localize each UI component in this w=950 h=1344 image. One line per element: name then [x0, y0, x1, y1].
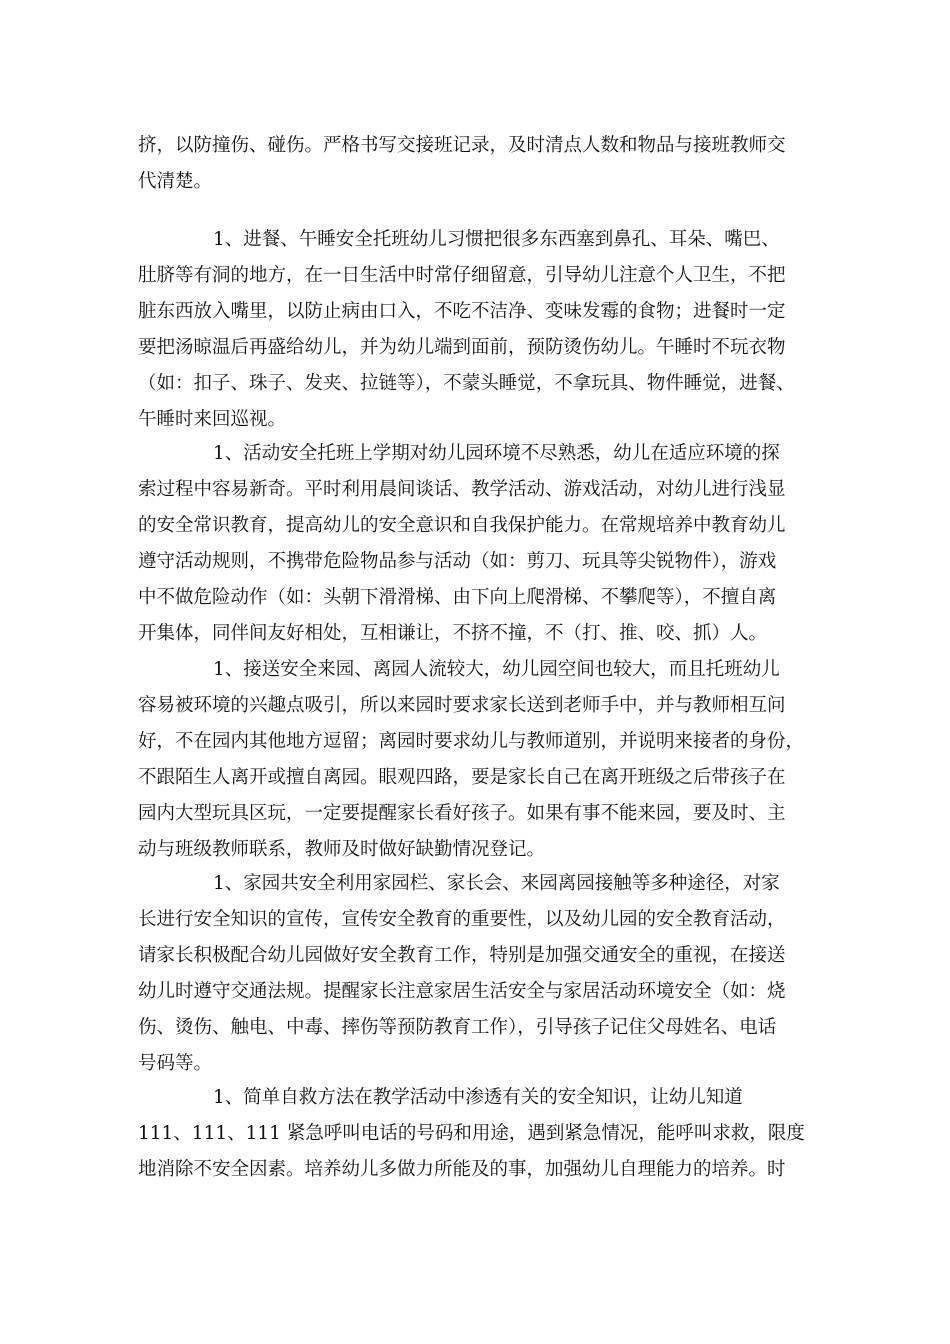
text-line: 好，不在园内其他地方逗留；离园时要求幼儿与教师道别，并说明来接者的身份，	[138, 731, 805, 752]
text-line: 肚脐等有洞的地方，在一日生活中时常仔细留意，引导幼儿注意个人卫生，不把	[138, 265, 786, 286]
text-line: 开集体，同伴间友好相处，互相谦让，不挤不撞，不（打、推、咬、抓）人。	[138, 623, 768, 644]
text-line: 中不做危险动作（如：头朝下滑滑梯、由下向上爬滑梯、不攀爬等），不擅自离	[138, 587, 777, 608]
text-line: 1、简单自救方法在教学活动中渗透有关的安全知识，让幼儿知道	[213, 1087, 743, 1108]
text-line: 1、进餐、午睡安全托班幼儿习惯把很多东西塞到鼻孔、耳朵、嘴巴、	[213, 229, 780, 250]
text-line: 地消除不安全因素。培养幼儿多做力所能及的事，加强幼儿自理能力的培养。时	[138, 1159, 786, 1180]
text-line: 不跟陌生人离开或擅自离园。眼观四路，要是家长自己在离开班级之后带孩子在	[138, 767, 786, 788]
text-line: 长进行安全知识的宣传，宣传安全教育的重要性，以及幼儿园的安全教育活动，	[138, 909, 786, 930]
paragraph-pickup-safety	[138, 652, 828, 868]
text-line: 索过程中容易新奇。平时利用晨间谈话、教学活动、游戏活动，对幼儿进行浅显	[138, 479, 786, 500]
paragraph-handover	[138, 128, 828, 200]
text-line: 1、家园共安全利用家园栏、家长会、来园离园接触等多种途径，对家	[213, 873, 780, 894]
text-line: 挤，以防撞伤、碰伤。严格书写交接班记录，及时清点人数和物品与接班教师交	[138, 135, 786, 156]
text-line: 遵守活动规则，不携带危险物品参与活动（如：剪刀、玩具等尖锐物件），游戏	[138, 551, 777, 572]
paragraph-self-rescue	[138, 1080, 828, 1188]
text-line: 脏东西放入嘴里，以防止病由口入，不吃不洁净、变味发霉的食物；进餐时一定	[138, 301, 786, 322]
paragraph-home-school-safety	[138, 866, 828, 1082]
text-line: 幼儿时遵守交通法规。提醒家长注意家居生活安全与家居活动环境安全（如：烧	[138, 981, 786, 1002]
paragraph-activity-safety	[138, 436, 828, 652]
text-line: 1、接送安全来园、离园人流较大，幼儿园空间也较大，而且托班幼儿	[213, 659, 780, 680]
text-line: 1、活动安全托班上学期对幼儿园环境不尽熟悉，幼儿在适应环境的探	[213, 443, 780, 464]
paragraph-meal-nap-safety	[138, 222, 828, 438]
text-line: （如：扣子、珠子、发夹、拉链等），不蒙头睡觉，不拿玩具、物件睡觉，进餐、	[138, 373, 795, 394]
text-line: 伤、烫伤、触电、中毒、摔伤等预防教育工作），引导孩子记住父母姓名、电话	[138, 1017, 777, 1038]
text-line: 午睡时来回巡视。	[138, 409, 287, 430]
text-line: 代清楚。	[138, 171, 213, 192]
text-line: 要把汤晾温后再盛给幼儿，并为幼儿端到面前，预防烫伤幼儿。午睡时不玩衣物	[138, 337, 786, 358]
text-line: 容易被环境的兴趣点吸引，所以来园时要求家长送到老师手中，并与教师相互问	[138, 695, 786, 716]
text-line: 动与班级教师联系，教师及时做好缺勤情况登记。	[138, 839, 546, 860]
text-line: 的安全常识教育，提高幼儿的安全意识和自我保护能力。在常规培养中教育幼儿	[138, 515, 786, 536]
text-line: 111、111、111 紧急呼叫电话的号码和用途，遇到紧急情况，能呼叫求救，限度	[138, 1123, 805, 1144]
text-line: 园内大型玩具区玩，一定要提醒家长看好孩子。如果有事不能来园，要及时、主	[138, 803, 786, 824]
text-line: 请家长积极配合幼儿园做好安全教育工作，特别是加强交通安全的重视，在接送	[138, 945, 786, 966]
text-line: 号码等。	[138, 1053, 213, 1074]
